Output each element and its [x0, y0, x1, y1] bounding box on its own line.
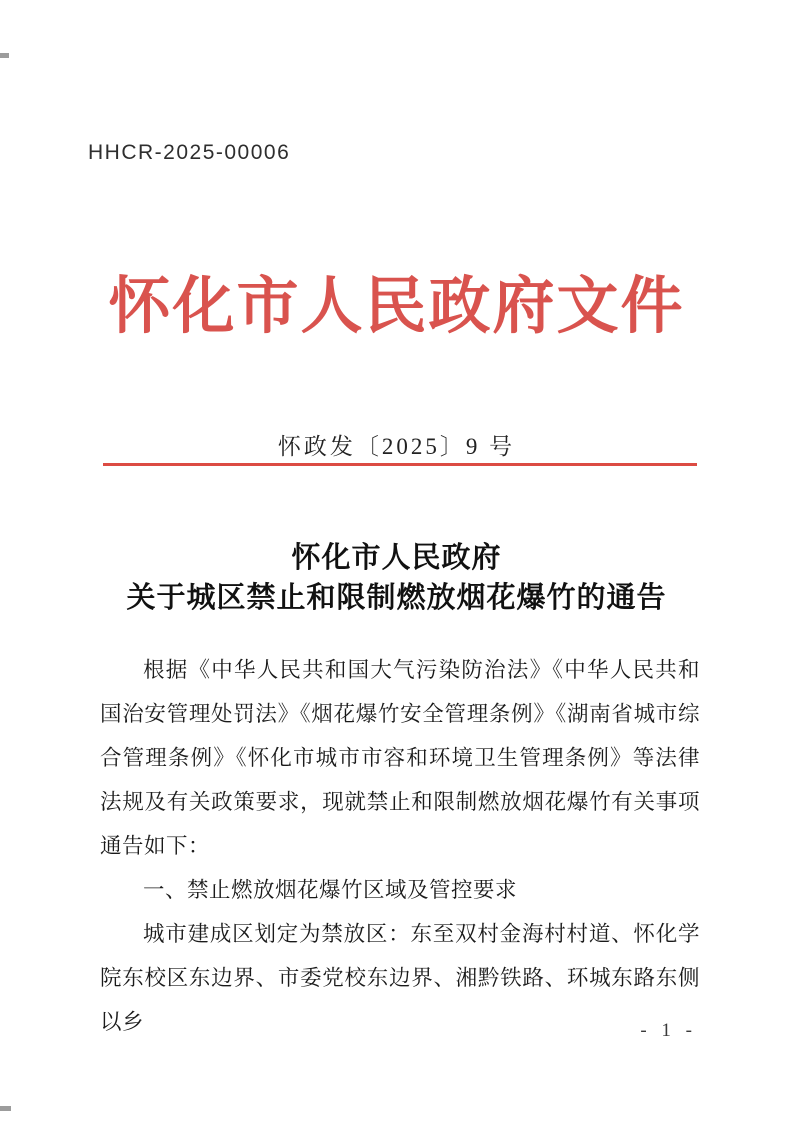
doc-issue-number: 怀政发〔2025〕9 号	[277, 434, 516, 459]
page-number: - 1 -	[640, 1020, 697, 1041]
body-paragraph: 城市建成区划定为禁放区：东至双村金海村村道、怀化学院东校区东边界、市委党校东边界、湘黔铁路、环城东路东侧以乡	[100, 922, 700, 1034]
document-title	[0, 538, 793, 618]
scan-artifact-top-left	[0, 53, 9, 58]
document-title-line-2: 关于城区禁止和限制燃放烟花爆竹的通告	[126, 582, 667, 614]
scan-artifact-bottom-left	[0, 1106, 11, 1111]
red-divider-line	[103, 463, 697, 466]
agency-masthead: 怀化市人民政府文件	[108, 273, 685, 341]
section-heading: 一、禁止燃放烟花爆竹区域及管控要求	[143, 878, 518, 902]
document-body	[100, 648, 700, 1044]
doc-identifier-code: HHCR-2025-00006	[88, 141, 291, 164]
document-title-line-1: 怀化市人民政府	[291, 542, 502, 574]
body-paragraph: 根据《中华人民共和国大气污染防治法》《中华人民共和国治安管理处罚法》《烟花爆竹安全管理条例》《湖南省城市综合管理条例》《怀化市城市市容和环境卫生管理条例》等法律法规及有关政策要求，现就禁止和限制燃放烟花爆竹有关事项通告如下：	[100, 658, 700, 858]
